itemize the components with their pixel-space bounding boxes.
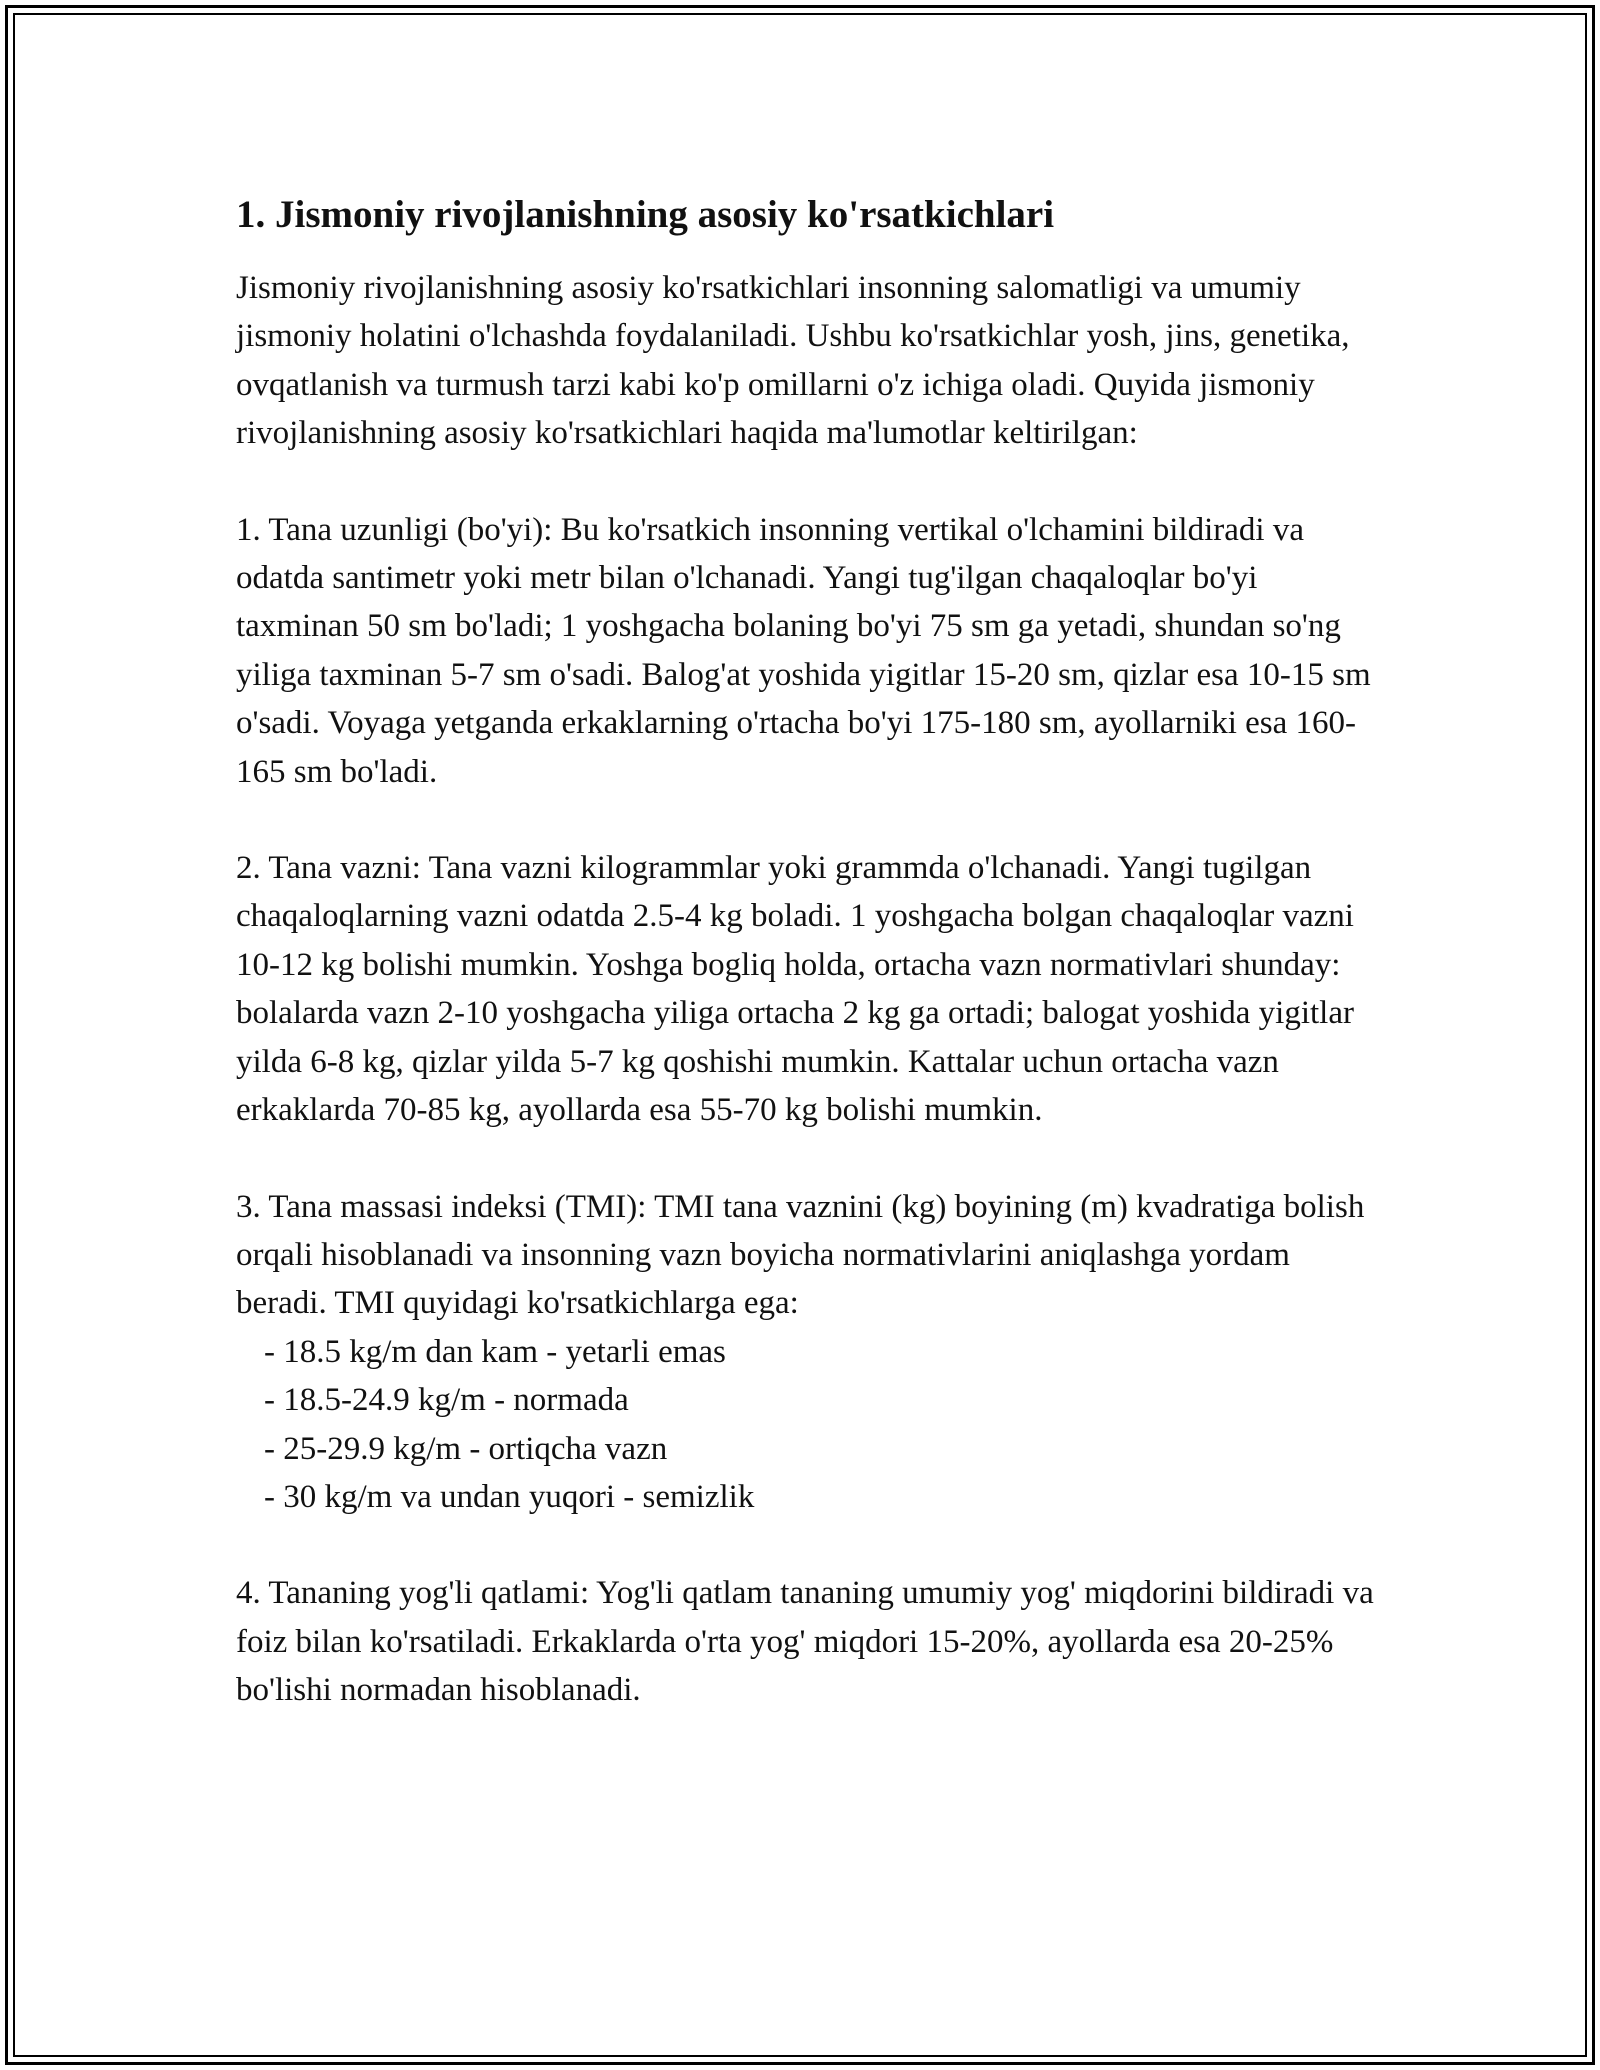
- bmi-item: - 30 kg/m va undan yuqori - semizlik: [264, 1478, 755, 1515]
- weight-paragraph: 2. Tana vazni: Tana vazni kilogrammlar yoki grammda o'lchanadi. Yangi tugilgan chaqaloqlarning vazni odatda 2.5-4 kg boladi. 1 yoshgacha bolgan chaqaloqlar vazni 10-12 kg bolishi mumkin. Yoshga bogliq holda, ortacha vazn normativlari shunday: bolalarda vazn 2-10 yoshgacha yiliga ortacha 2 kg ga ortadi; balogat yoshida yigitlar yilda 6-8 kg, qizlar yilda 5-7 kg qoshishi mumkin. Kattalar uchun ortacha vazn erkaklarda 70-85 kg, ayollarda esa 55-70 kg bolishi mumkin.: [236, 850, 1354, 1129]
- bmi-paragraph: 3. Tana massasi indeksi (TMI): TMI tana vaznini (kg) boyining (m) kvadratiga bolish orqali hisoblanadi va insonning vazn boyicha normativlarini aniqlashga yordam beradi. TMI quyidagi ko'rsatkichlarga ega:: [236, 1188, 1365, 1322]
- bmi-section: [236, 1183, 1386, 1522]
- intro-paragraph: Jismoniy rivojlanishning asosiy ko'rsatkichlari insonning salomatligi va umumiy jismoniy holatini o'lchashda foydalaniladi. Ushbu ko'rsatkichlar yosh, jins, genetika, ovqatlanish va turmush tarzi kabi ko'p omillarni o'z ichiga oladi. Quyida jismoniy rivojlanishning asosiy ko'rsatkichlari haqida ma'lumotlar keltirilgan:: [236, 270, 1350, 452]
- body-fat-paragraph: 4. Tananing yog'li qatlami: Yog'li qatlam tananing umumiy yog' miqdorini bildiradi va foiz bilan ko'rsatiladi. Erkaklarda o'rta yog' miqdori 15-20%, ayollarda esa 20-25% bo'lishi normadan hisoblanadi.: [236, 1575, 1374, 1709]
- bmi-item: - 18.5-24.9 kg/m - normada: [264, 1382, 629, 1419]
- document-body: [236, 188, 1386, 1763]
- section-heading: 1. Jismoniy rivojlanishning asosiy ko'rsatkichlari: [236, 193, 1055, 236]
- bmi-item: - 18.5 kg/m dan kam - yetarli emas: [264, 1333, 726, 1370]
- bmi-item: - 25-29.9 kg/m - ortiqcha vazn: [264, 1430, 668, 1467]
- height-paragraph: 1. Tana uzunligi (bo'yi): Bu ko'rsatkich insonning vertikal o'lchamini bildiradi va odatda santimetr yoki metr bilan o'lchanadi. Yangi tug'ilgan chaqaloqlar bo'yi taxminan 50 sm bo'ladi; 1 yoshgacha bolaning bo'yi 75 sm ga yetadi, shundan so'ng yiliga taxminan 5-7 sm o'sadi. Balog'at yoshida yigitlar 15-20 sm, qizlar esa 10-15 sm o'sadi. Voyaga yetganda erkaklarning o'rtacha bo'yi 175-180 sm, ayollarniki esa 160-165 sm bo'ladi.: [236, 511, 1371, 790]
